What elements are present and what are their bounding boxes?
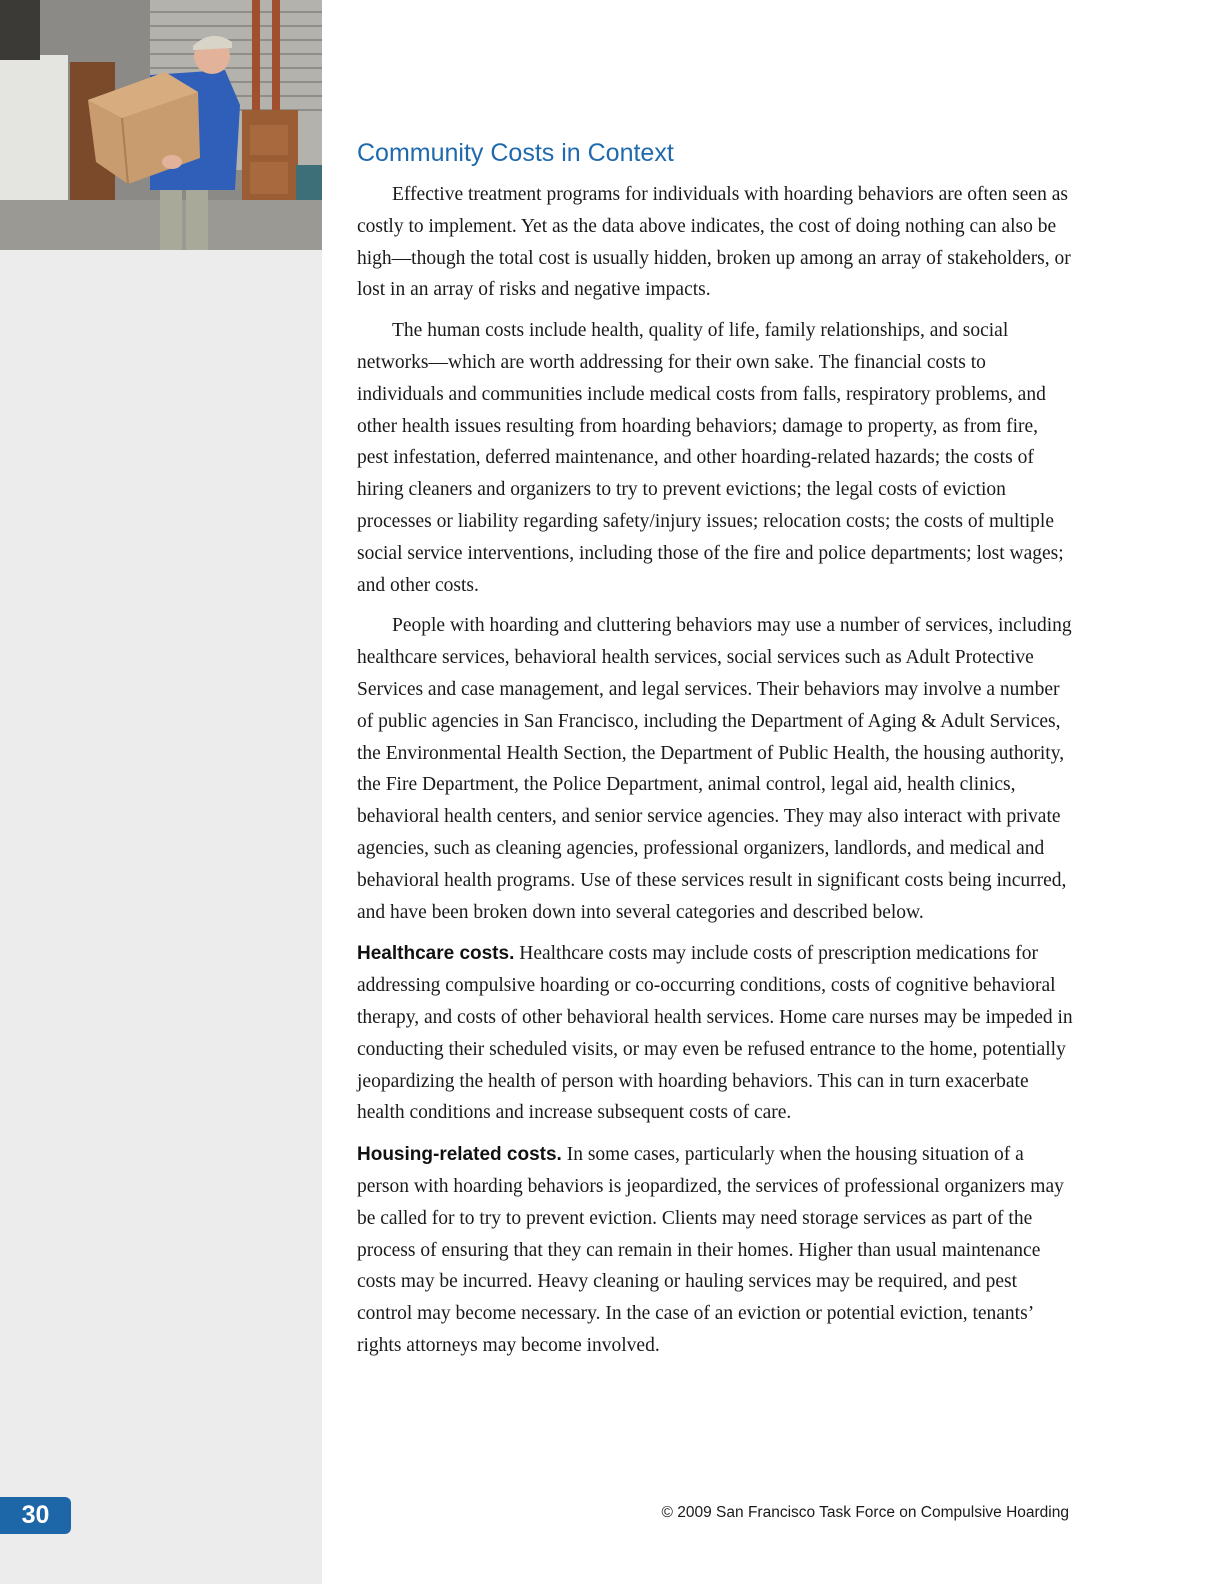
left-sidebar [0, 0, 322, 1584]
paragraph-healthcare-costs [357, 938, 1073, 1129]
page-number: 30 [0, 1497, 71, 1534]
paragraph-intro: Effective treatment programs for individuals with hoarding behaviors are often seen as costly to implement. Yet as the data above indicates, the cost of doing nothing can also be high—though the total cost is usually hidden, broken up among an array of stakeholders, or lost in an array of risks and negative impacts. [357, 184, 1071, 301]
footer-copyright: © 2009 San Francisco Task Force on Compulsive Hoarding [661, 1504, 1069, 1521]
main-content [357, 136, 1073, 1371]
healthcare-costs-lead: Healthcare costs. [357, 943, 515, 965]
housing-costs-lead: Housing-related costs. [357, 1144, 562, 1166]
paragraph-human-costs: The human costs include health, quality of life, family relationships, and social networks—which are worth addressing for their own sake. The financial costs to individuals and communities include medical costs from falls, respiratory problems, and other health issues resulting from hoarding behaviors; damage to property, as from fire, pest infestation, deferred maintenance, and other hoarding-related hazards; the costs of hiring cleaners and organizers to try to prevent evictions; the legal costs of eviction processes or liability regarding safety/injury issues; relocation costs; the costs of multiple social service interventions, including those of the fire and police departments; lost wages; and other costs. [357, 320, 1064, 596]
man-carrying-box-photo [0, 0, 322, 250]
healthcare-costs-text: Healthcare costs may include costs of prescription medications for addressing compulsive hoarding or co-occurring conditions, costs of cognitive behavioral therapy, and costs of other behavioral health services. Home care nurses may be impeded in conducting their scheduled visits, or may even be refused entrance to the home, potentially jeopardizing the health of person with hoarding behaviors. This can in turn exacerbate health conditions and increase subsequent costs of care. [357, 943, 1073, 1124]
section-heading: Community Costs in Context [357, 139, 674, 167]
housing-costs-text: In some cases, particularly when the housing situation of a person with hoarding behaviors is jeopardized, the services of professional organizers may be called for to try to prevent eviction. Clients may need storage services as part of the process of ensuring that they can remain in their homes. Higher than usual maintenance costs may be incurred. Heavy cleaning or hauling services may be required, and pest control may become necessary. In the case of an eviction or potential eviction, tenants’ rights attorneys may become involved. [357, 1144, 1064, 1356]
paragraph-services: People with hoarding and cluttering behaviors may use a number of services, including healthcare services, behavioral health services, social services such as Adult Protective Services and case management, and legal services. Their behaviors may involve a number of public agencies in San Francisco, including the Department of Aging & Adult Services, the Environmental Health Section, the Department of Public Health, the housing authority, the Fire Department, the Police Department, animal control, legal aid, health clinics, behavioral health centers, and senior service agencies. They may also interact with private agencies, such as cleaning agencies, professional organizers, landlords, and medical and behavioral health programs. Use of these services result in significant costs being incurred, and have been broken down into several categories and described below. [357, 615, 1072, 923]
paragraph-housing-costs [357, 1139, 1073, 1362]
